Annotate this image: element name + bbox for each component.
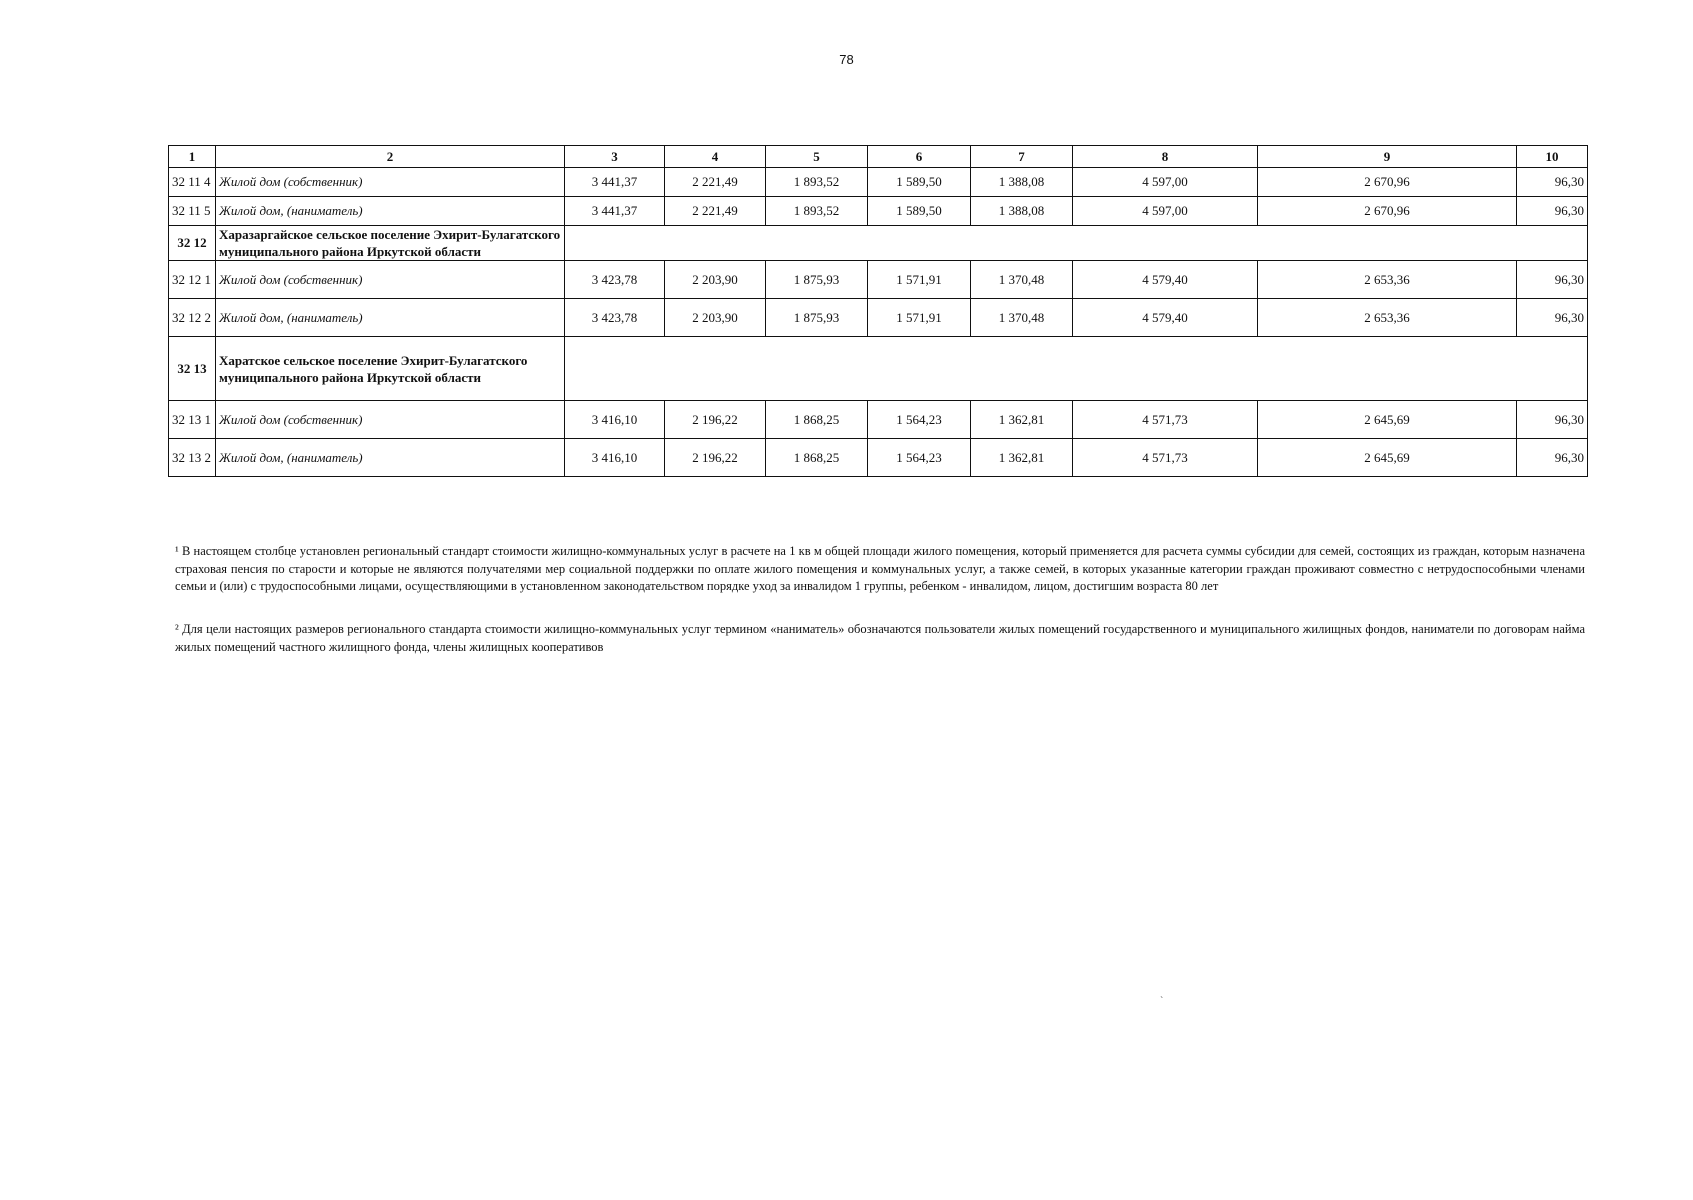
cell-value: 1 589,50 [868,197,971,226]
cell-value: 96,30 [1517,299,1588,337]
cell-value: 3 441,37 [565,168,665,197]
cell-value: 1 362,81 [971,439,1073,477]
cell-value: 96,30 [1517,168,1588,197]
cell-value: 2 221,49 [665,168,766,197]
cell-value: 4 579,40 [1073,261,1258,299]
cell-value: 2 203,90 [665,261,766,299]
section-name: Харатское сельское поселение Эхирит-Булагатского муниципального района Иркутской области [216,337,565,401]
cell-value: 2 670,96 [1258,168,1517,197]
cell-value: 4 571,73 [1073,401,1258,439]
column-header: 9 [1258,146,1517,168]
cell-value: 1 868,25 [766,401,868,439]
cell-value: 3 423,78 [565,299,665,337]
cell-value: 96,30 [1517,439,1588,477]
column-header: 8 [1073,146,1258,168]
row-name: Жилой дом (собственник) [216,261,565,299]
cell-value: 1 875,93 [766,299,868,337]
section-name: Харазаргайское сельское поселение Эхирит-Булагатского муниципального района Иркутской области [216,226,565,261]
footnote-2: ² Для цели настоящих размеров регионального стандарта стоимости жилищно-коммунальных услуг термином «наниматель» обозначаются пользователи жилых помещений государственного и муниципального жилищных фондов, наниматели по договорам найма жилых помещений частного жилищного фонда, члены жилищных кооперативов [175,622,1585,654]
table-row [169,299,1588,337]
cell-value: 1 571,91 [868,261,971,299]
column-header: 2 [216,146,565,168]
row-name: Жилой дом (собственник) [216,168,565,197]
cell-value: 96,30 [1517,261,1588,299]
section-empty-span [565,337,1588,401]
cell-value: 2 670,96 [1258,197,1517,226]
table-row [169,439,1588,477]
column-header: 7 [971,146,1073,168]
table-row [169,197,1588,226]
row-name: Жилой дом, (наниматель) [216,197,565,226]
cell-value: 2 196,22 [665,439,766,477]
row-name: Жилой дом (собственник) [216,401,565,439]
cell-value: 2 653,36 [1258,261,1517,299]
column-header: 6 [868,146,971,168]
cell-value: 2 645,69 [1258,439,1517,477]
cell-value: 2 203,90 [665,299,766,337]
row-name: Жилой дом, (наниматель) [216,299,565,337]
cell-value: 1 893,52 [766,168,868,197]
cell-value: 4 571,73 [1073,439,1258,477]
cell-value: 1 388,08 [971,197,1073,226]
section-empty-span [565,226,1588,261]
cell-value: 1 370,48 [971,261,1073,299]
row-code: 32 13 2 [169,439,216,477]
cell-value: 1 893,52 [766,197,868,226]
cell-value: 2 196,22 [665,401,766,439]
cell-value: 1 564,23 [868,439,971,477]
cell-value: 3 416,10 [565,439,665,477]
cell-value: 1 564,23 [868,401,971,439]
cell-value: 2 645,69 [1258,401,1517,439]
table-row [169,168,1588,197]
cell-value: 1 362,81 [971,401,1073,439]
cell-value: 96,30 [1517,197,1588,226]
cell-value: 3 416,10 [565,401,665,439]
table-row [169,261,1588,299]
column-header: 3 [565,146,665,168]
cell-value: 1 589,50 [868,168,971,197]
footnote-1: ¹ В настоящем столбце установлен региональный стандарт стоимости жилищно-коммунальных услуг в расчете на 1 кв м общей площади жилого помещения, который применяется для расчета суммы субсидии для семей, состоящих из граждан, которым назначена страховая пенсия по старости и которые не являются получателями мер социальной поддержки по оплате жилого помещения и коммунальных услуг, а также семей, в которых указанные категории граждан проживают совместно с нетрудоспособными членами семьи и (или) с трудоспособными лицами, осуществляющими в установленном законодательством порядке уход за инвалидом 1 группы, ребенком - инвалидом, лицом, достигшим возраста 80 лет [175,544,1585,593]
cell-value: 1 388,08 [971,168,1073,197]
row-code: 32 12 2 [169,299,216,337]
row-code: 32 11 5 [169,197,216,226]
cell-value: 1 571,91 [868,299,971,337]
cell-value: 2 653,36 [1258,299,1517,337]
cell-value: 96,30 [1517,401,1588,439]
column-header: 5 [766,146,868,168]
section-code: 32 12 [169,226,216,261]
column-header: 10 [1517,146,1588,168]
cell-value: 4 597,00 [1073,197,1258,226]
scan-artifact-mark: ` [1160,996,1164,1007]
cell-value: 4 597,00 [1073,168,1258,197]
section-row [169,226,1588,261]
table-row [169,401,1588,439]
row-code: 32 12 1 [169,261,216,299]
cell-value: 1 875,93 [766,261,868,299]
row-name: Жилой дом, (наниматель) [216,439,565,477]
cell-value: 3 423,78 [565,261,665,299]
section-row [169,337,1588,401]
cell-value: 4 579,40 [1073,299,1258,337]
cell-value: 1 370,48 [971,299,1073,337]
page-number: 78 [839,52,854,67]
cell-value: 1 868,25 [766,439,868,477]
column-header-row [169,146,1588,168]
row-code: 32 11 4 [169,168,216,197]
cell-value: 3 441,37 [565,197,665,226]
tariff-table [168,145,1588,477]
section-code: 32 13 [169,337,216,401]
row-code: 32 13 1 [169,401,216,439]
column-header: 1 [169,146,216,168]
cell-value: 2 221,49 [665,197,766,226]
column-header: 4 [665,146,766,168]
